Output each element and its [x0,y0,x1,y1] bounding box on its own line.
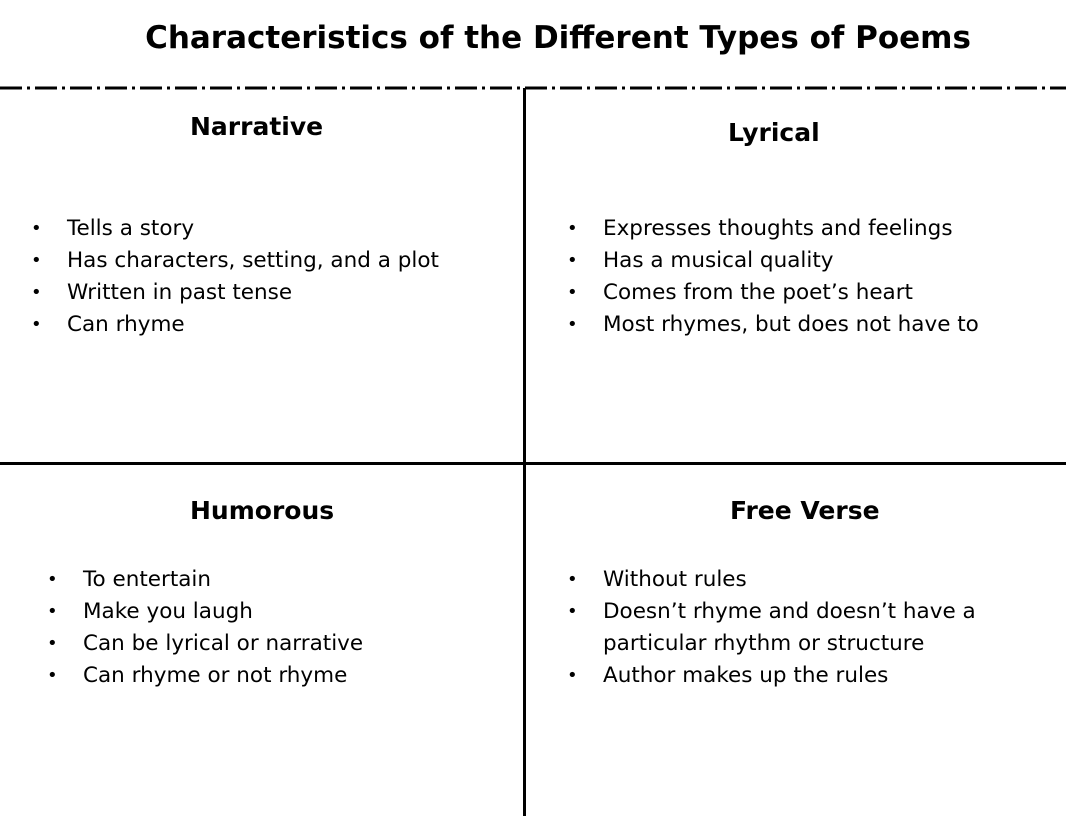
list-item: • Doesn’t rhyme and doesn’t have a particular rhythm or structure [567,596,1037,660]
list-item: • Author makes up the rules [567,660,1037,692]
list-item: • Most rhymes, but does not have to [567,309,979,341]
list-item: • Written in past tense [31,277,439,309]
list-item: • Has a musical quality [567,245,979,277]
list-item: • To entertain [47,564,363,596]
list-item: • Tells a story [31,213,439,245]
list-item: • Make you laugh [47,596,363,628]
list-item: • Comes from the poet’s heart [567,277,979,309]
list-lyrical [567,213,979,341]
heading-narrative: Narrative [190,112,324,141]
list-item: • Has characters, setting, and a plot [31,245,439,277]
list-item: • Expresses thoughts and feelings [567,213,979,245]
vertical-divider [523,88,526,816]
list-narrative [31,213,439,341]
horizontal-divider [0,462,1066,465]
heading-lyrical: Lyrical [728,118,820,147]
list-humorous [47,564,363,692]
list-free-verse [567,564,1037,692]
list-item: • Can be lyrical or narrative [47,628,363,660]
heading-free-verse: Free Verse [730,496,880,525]
list-item: • Can rhyme [31,309,439,341]
page-title: Characteristics of the Different Types of Poems [145,20,971,56]
list-item: • Can rhyme or not rhyme [47,660,363,692]
heading-humorous: Humorous [190,496,335,525]
dash-dot-divider [0,86,1066,90]
list-item: • Without rules [567,564,1037,596]
